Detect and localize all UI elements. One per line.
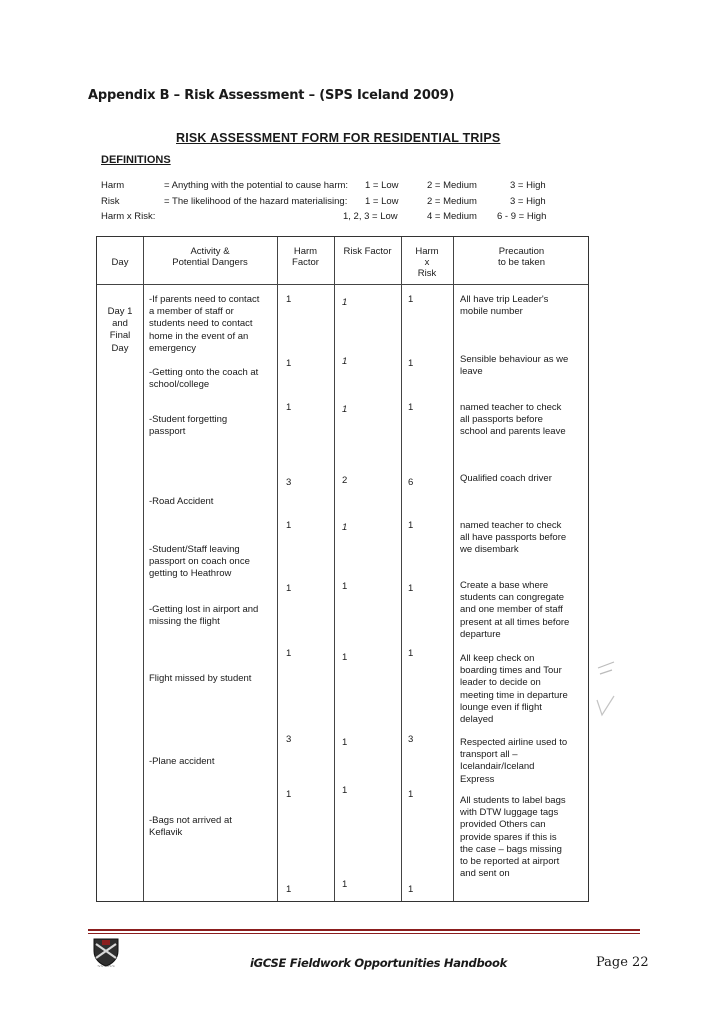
precaution-cell: Respected airline used to transport all – Icelandair/Iceland Express bbox=[460, 737, 568, 785]
harm-factor-cell: 1 bbox=[286, 884, 292, 895]
def-term-risk: Risk bbox=[101, 196, 120, 207]
activity-cell: -If parents need to contact a member of staff or students need to contact home in the event of an emergency bbox=[149, 294, 260, 354]
def-low-risk: 1 = Low bbox=[365, 196, 399, 207]
def-med-harm: 2 = Medium bbox=[427, 180, 477, 191]
harm-x-risk-cell: 1 bbox=[408, 789, 414, 800]
def-term-hxr: Harm x Risk: bbox=[101, 211, 156, 222]
harm-x-risk-cell: 1 bbox=[408, 520, 414, 531]
header-precaution: Precaution to be taken bbox=[497, 246, 545, 268]
def-text-harm: = Anything with the potential to cause harm: bbox=[164, 180, 349, 191]
header-divider bbox=[97, 284, 588, 285]
def-term-harm: Harm bbox=[101, 180, 125, 191]
harm-factor-cell: 1 bbox=[286, 358, 292, 369]
risk-factor-cell: 2 bbox=[342, 475, 348, 486]
def-text-risk: = The likelihood of the hazard materialising: bbox=[164, 196, 348, 207]
col-divider bbox=[334, 237, 335, 901]
page-number: Page 22 bbox=[596, 955, 649, 970]
risk-factor-cell: 1 bbox=[342, 652, 348, 663]
activity-cell: -Student forgetting passport bbox=[149, 414, 228, 438]
def-high-harm: 3 = High bbox=[510, 180, 546, 191]
form-title: RISK ASSESSMENT FORM FOR RESIDENTIAL TRIPS bbox=[176, 131, 501, 145]
footer-rule bbox=[88, 929, 640, 931]
def-low-hxr: 1, 2, 3 = Low bbox=[343, 211, 398, 222]
harm-factor-cell: 1 bbox=[286, 583, 292, 594]
crest-caption: ~~~~~~ bbox=[97, 964, 115, 970]
precaution-cell: All keep check on boarding times and Tour leader to decide on meeting time in departure lounge even if flight delayed bbox=[460, 653, 568, 726]
footer-rule-thin bbox=[88, 933, 640, 934]
risk-factor-cell: 1 bbox=[342, 785, 348, 796]
risk-factor-cell: 1 bbox=[342, 356, 348, 367]
risk-factor-cell: 1 bbox=[342, 404, 348, 415]
harm-x-risk-cell: 1 bbox=[408, 648, 414, 659]
col-divider bbox=[401, 237, 402, 901]
def-low-harm: 1 = Low bbox=[365, 180, 399, 191]
activity-cell: Flight missed by student bbox=[149, 673, 252, 684]
header-day: Day bbox=[111, 257, 129, 268]
harm-factor-cell: 1 bbox=[286, 402, 292, 413]
col-divider bbox=[277, 237, 278, 901]
risk-factor-cell: 1 bbox=[342, 522, 348, 533]
activity-cell: -Road Accident bbox=[149, 496, 214, 507]
precaution-cell: All students to label bags with DTW luggage tags provided Others can provide spares if this is the case – bags missing to be reported at airport and sent on bbox=[460, 795, 566, 880]
precaution-cell: Create a base where students can congregate and one member of staff present at all times before departure bbox=[460, 580, 570, 640]
harm-factor-cell: 1 bbox=[286, 789, 292, 800]
precaution-cell: All have trip Leader's mobile number bbox=[460, 294, 549, 318]
precaution-cell: named teacher to check all have passports before we disembark bbox=[460, 520, 567, 556]
harm-x-risk-cell: 1 bbox=[408, 583, 414, 594]
col-divider bbox=[143, 237, 144, 901]
risk-factor-cell: 1 bbox=[342, 297, 348, 308]
harm-x-risk-cell: 1 bbox=[408, 358, 414, 369]
risk-table bbox=[96, 236, 589, 902]
day-label: Day 1 and Final Day bbox=[107, 306, 133, 354]
harm-x-risk-cell: 3 bbox=[408, 734, 414, 745]
footer-handbook-title: iGCSE Fieldwork Opportunities Handbook bbox=[250, 956, 507, 970]
precaution-cell: named teacher to check all passports before school and parents leave bbox=[460, 402, 566, 438]
risk-factor-cell: 1 bbox=[342, 879, 348, 890]
definitions-title: DEFINITIONS bbox=[101, 154, 171, 166]
header-harm-factor: Harm Factor bbox=[292, 246, 319, 268]
precaution-cell: Qualified coach driver bbox=[460, 473, 552, 484]
header-risk-factor: Risk Factor bbox=[343, 246, 392, 257]
def-med-risk: 2 = Medium bbox=[427, 196, 477, 207]
def-high-risk: 3 = High bbox=[510, 196, 546, 207]
header-harm-x-risk: Harm x Risk bbox=[415, 246, 439, 279]
harm-factor-cell: 1 bbox=[286, 294, 292, 305]
activity-cell: -Getting lost in airport and missing the flight bbox=[149, 604, 259, 628]
margin-mark-icon bbox=[594, 660, 618, 720]
harm-factor-cell: 3 bbox=[286, 734, 292, 745]
harm-x-risk-cell: 1 bbox=[408, 402, 414, 413]
precaution-cell: Sensible behaviour as we leave bbox=[460, 354, 569, 378]
def-high-hxr: 6 - 9 = High bbox=[497, 211, 547, 222]
activity-cell: -Getting onto the coach at school/college bbox=[149, 367, 259, 391]
risk-factor-cell: 1 bbox=[342, 737, 348, 748]
header-activity: Activity & Potential Dangers bbox=[172, 246, 248, 268]
col-divider bbox=[453, 237, 454, 901]
harm-factor-cell: 1 bbox=[286, 520, 292, 531]
harm-factor-cell: 3 bbox=[286, 477, 292, 488]
activity-cell: -Student/Staff leaving passport on coach once getting to Heathrow bbox=[149, 544, 250, 580]
def-med-hxr: 4 = Medium bbox=[427, 211, 477, 222]
harm-factor-cell: 1 bbox=[286, 648, 292, 659]
risk-factor-cell: 1 bbox=[342, 581, 348, 592]
harm-x-risk-cell: 1 bbox=[408, 294, 414, 305]
activity-cell: -Bags not arrived at Keflavik bbox=[149, 815, 232, 839]
harm-x-risk-cell: 1 bbox=[408, 884, 414, 895]
appendix-heading: Appendix B – Risk Assessment – (SPS Iceland 2009) bbox=[88, 88, 455, 103]
activity-cell: -Plane accident bbox=[149, 756, 215, 767]
harm-x-risk-cell: 6 bbox=[408, 477, 414, 488]
